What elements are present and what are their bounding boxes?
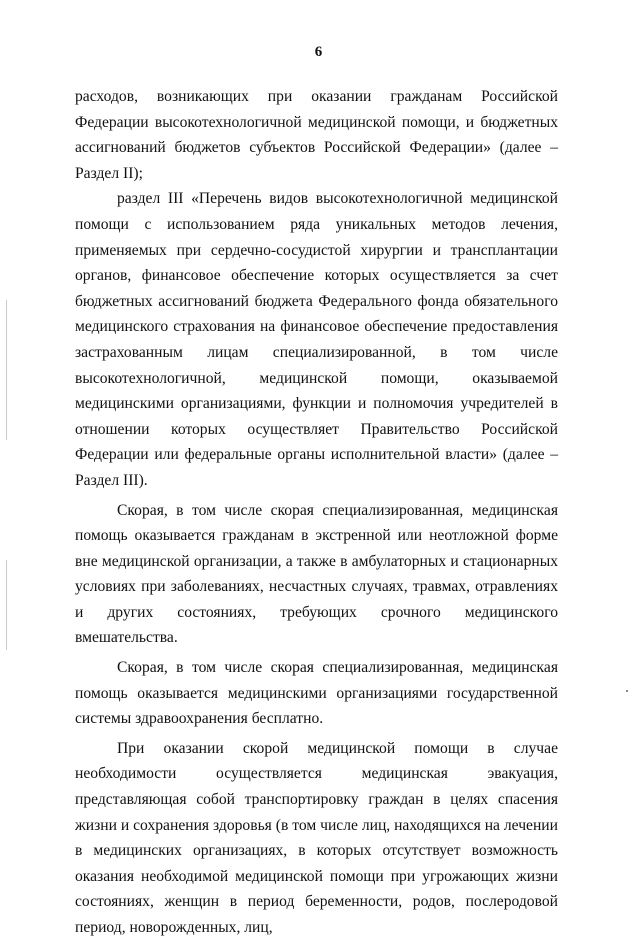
scan-speck xyxy=(626,690,628,692)
scan-margin-line xyxy=(6,300,7,440)
paragraph-emergency-care-free: Скорая, в том числе скорая специализированная, медицинская помощь оказывается медицинскими организациями государственной системы здравоохранения бесплатно. xyxy=(75,659,558,728)
document-body xyxy=(75,84,558,941)
paragraph-medical-evacuation: При оказании скорой медицинской помощи в случае необходимости осуществляется медицинская эвакуация, представляющая собой транспортировку граждан в целях спасения жизни и сохранения здоровья (в том числе лиц, находящихся на лечении в медицинских организациях, в которых отсутствует возможность оказания необходимой медицинской помощи при угрожающих жизни состояниях, женщин в период беременности, родов, послеродовой период, новорожденных, лиц, xyxy=(75,739,558,936)
page-number: 6 xyxy=(314,44,323,60)
paragraph-emergency-care-definition: Скорая, в том числе скорая специализированная, медицинская помощь оказывается гражданам в экстренной или неотложной форме вне медицинской организации, а также в амбулаторных и стационарных условиях при заболеваниях, несчастных случаях, травмах, отравлениях и других состояниях, требующих срочного медицинского вмешательства. xyxy=(75,501,558,647)
scan-margin-line xyxy=(6,560,7,650)
paragraph-continued: расходов, возникающих при оказании гражданам Российской Федерации высокотехнологичной медицинской помощи, и бюджетных ассигнований бюджетов субъектов Российской Федерации» (далее – Раздел II); xyxy=(75,88,558,182)
paragraph-section-3: раздел III «Перечень видов высокотехнологичной медицинской помощи с использованием ряда уникальных методов лечения, применяемых при сердечно-сосудистой хирургии и трансплантации органов, финансовое обеспечение которых осуществляется за счет бюджетных ассигнований бюджета Федерального фонда обязательного медицинского страхования на финансовое обеспечение предоставления застрахованным лицам специализированной, в том числе высокотехнологичной, медицинской помощи, оказываемой медицинскими организациями, функции и полномочия учредителей в отношении которых осуществляет Правительство Российской Федерации или федеральные органы исполнительной власти» (далее – Раздел III). xyxy=(75,190,558,489)
